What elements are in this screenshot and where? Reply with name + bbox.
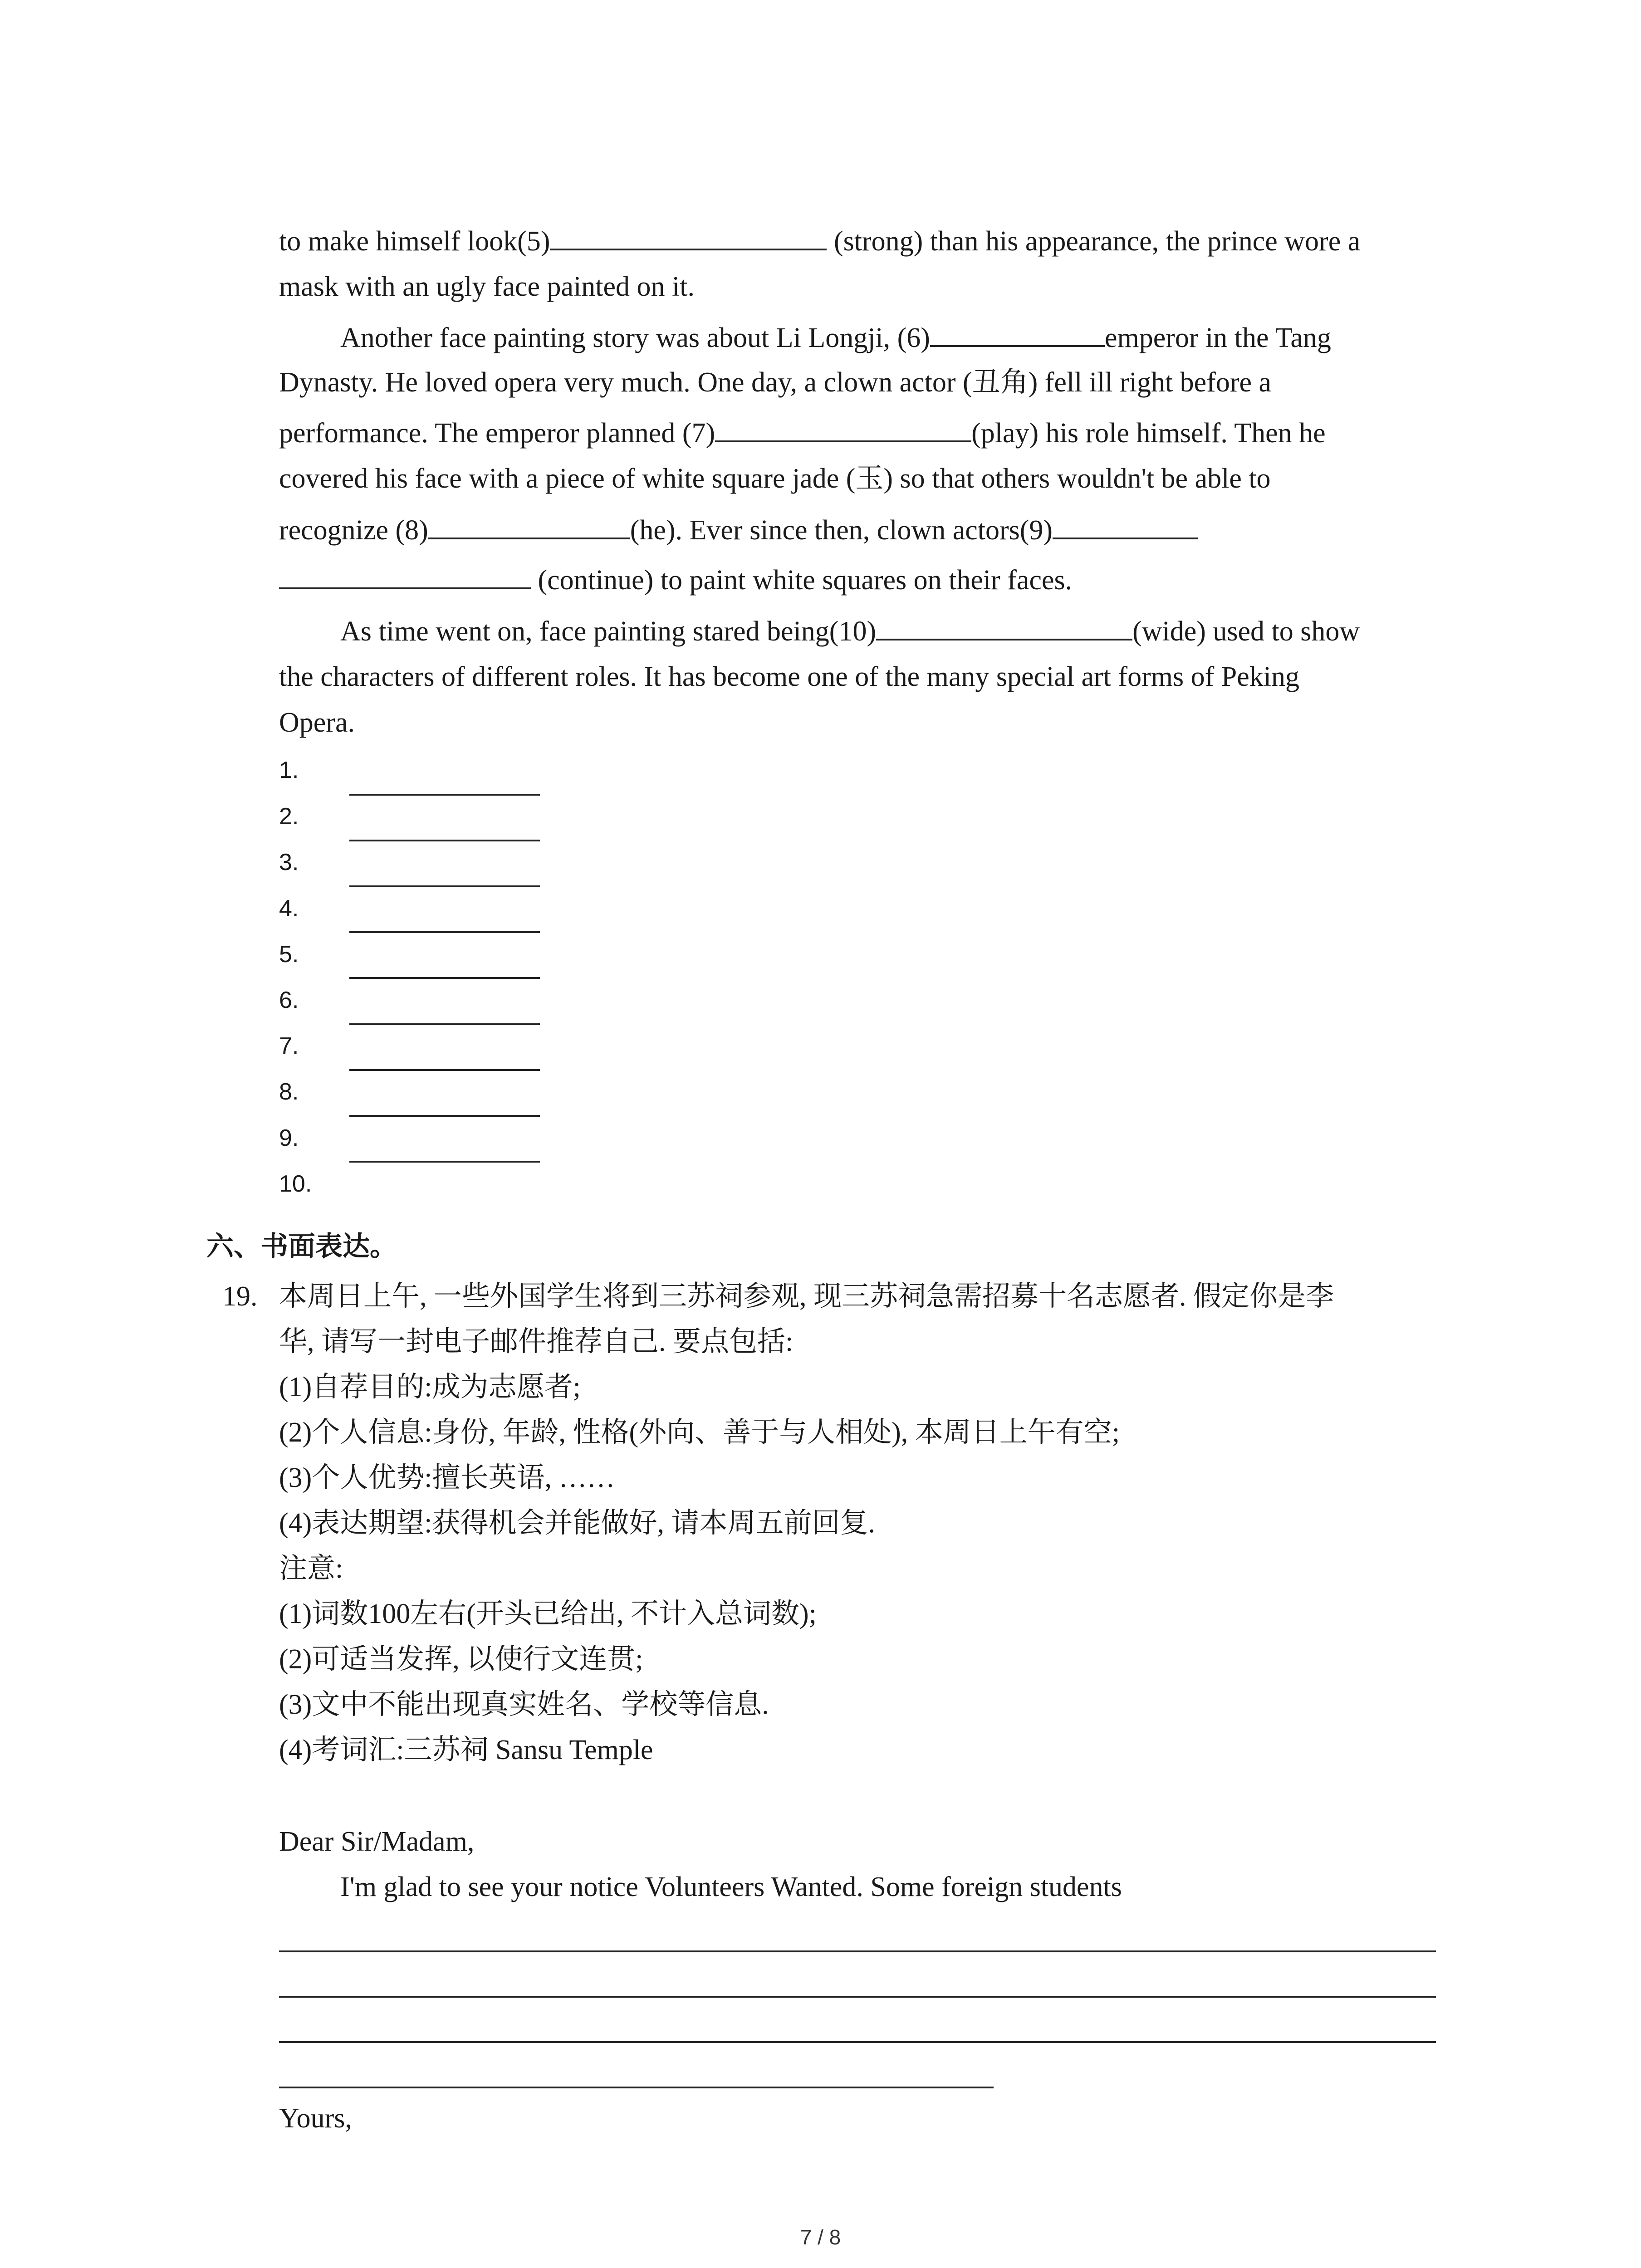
passage-text: recognize (8) [279,515,428,546]
passage-line-10 [279,659,1299,695]
answer-line[interactable] [349,1023,540,1025]
passage-text: the characters of different roles. It has become one of the many special art forms of Peking [279,661,1299,692]
answer-number: 6. [279,987,299,1013]
passage-line-9 [340,612,1360,650]
answer-line[interactable] [349,931,540,933]
answer-number: 4. [279,895,299,922]
letter-opening: I'm glad to see your notice Volunteers Wanted. Some foreign students [340,1872,1122,1902]
writing-line[interactable] [279,2041,1436,2043]
prompt-line: 华, 请写一封电子邮件推荐自己. 要点包括: [279,1326,794,1357]
answer-number: 1. [279,757,299,783]
passage-text: (wide) used to show [1132,616,1360,647]
passage-text: covered his face with a piece of white square jade (玉) so that others wouldn't be able to [279,463,1271,494]
passage-line-11 [279,704,355,741]
passage-text: As time went on, face painting stared being(10) [340,616,877,647]
passage-text: (he). Ever since then, clown actors(9) [630,515,1053,546]
passage-line-4 [279,364,1271,401]
prompt-line: 本周日上午, 一些外国学生将到三苏祠参观, 现三苏祠急需招募十名志愿者. 假定你是李 [279,1281,1334,1312]
passage-line-8 [279,561,1072,598]
answer-line[interactable] [349,1115,540,1117]
writing-line[interactable] [279,1996,1436,1998]
note-item: (4)考词汇:三苏祠 Sansu Temple [279,1735,653,1765]
answer-line[interactable] [349,840,540,841]
blank-7[interactable] [715,414,971,442]
answer-line[interactable] [349,1161,540,1163]
passage-text: (continue) to paint white squares on their faces. [531,565,1073,596]
answer-line[interactable] [349,1069,540,1071]
answer-number: 10. [279,1171,312,1197]
writing-line[interactable] [279,1950,1436,1952]
answer-number: 8. [279,1079,299,1105]
blank-9b[interactable] [279,561,531,589]
section-title: 六、书面表达。 [206,1231,397,1262]
blank-10[interactable] [876,612,1132,640]
prompt-point: (4)表达期望:获得机会并能做好, 请本周五前回复. [279,1508,876,1539]
note-item: (3)文中不能出现真实姓名、学校等信息. [279,1689,769,1720]
passage-text: (strong) than his appearance, the prince wore a [827,226,1361,257]
letter-greeting: Dear Sir/Madam, [279,1826,475,1857]
question-number: 19. [222,1281,258,1312]
passage-text: emperor in the Tang [1104,323,1331,353]
page-number: 7 / 8 [800,2225,841,2249]
letter-closing: Yours, [279,2103,352,2134]
blank-9a[interactable] [1053,511,1198,539]
blank-5[interactable] [550,222,827,250]
passage-text: (play) his role himself. Then he [971,418,1326,449]
answer-line[interactable] [349,885,540,887]
passage-text: performance. The emperor planned (7) [279,418,715,449]
answer-number: 7. [279,1033,299,1059]
answer-number: 5. [279,941,299,968]
answer-number: 2. [279,803,299,830]
prompt-point: (1)自荐目的:成为志愿者; [279,1372,581,1403]
note-item: (2)可适当发挥, 以使行文连贯; [279,1644,643,1675]
passage-text: to make himself look(5) [279,226,550,257]
notes-title: 注意: [279,1553,343,1584]
prompt-point: (2)个人信息:身份, 年龄, 性格(外向、善于与人相处), 本周日上午有空; [279,1417,1120,1448]
answer-line[interactable] [349,977,540,979]
passage-line-3 [340,319,1331,356]
writing-line[interactable] [279,2087,994,2088]
passage-text: Another face painting story was about Li Longji, (6) [340,323,930,353]
passage-line-1 [279,222,1360,259]
prompt-point: (3)个人优势:擅长英语, …… [279,1462,615,1493]
passage-line-2 [279,269,695,305]
note-item: (1)词数100左右(开头已给出, 不计入总词数); [279,1598,817,1629]
passage-line-5 [279,414,1326,451]
blank-6[interactable] [930,319,1105,347]
passage-text: Opera. [279,707,355,738]
answer-line[interactable] [349,794,540,796]
passage-text: mask with an ugly face painted on it. [279,271,695,302]
passage-line-6 [279,460,1271,497]
answer-number: 9. [279,1125,299,1151]
passage-text: Dynasty. He loved opera very much. One day, a clown actor (丑角) fell ill right before a [279,367,1272,398]
blank-8[interactable] [428,511,630,539]
passage-line-7 [279,511,1198,548]
answer-number: 3. [279,849,299,875]
